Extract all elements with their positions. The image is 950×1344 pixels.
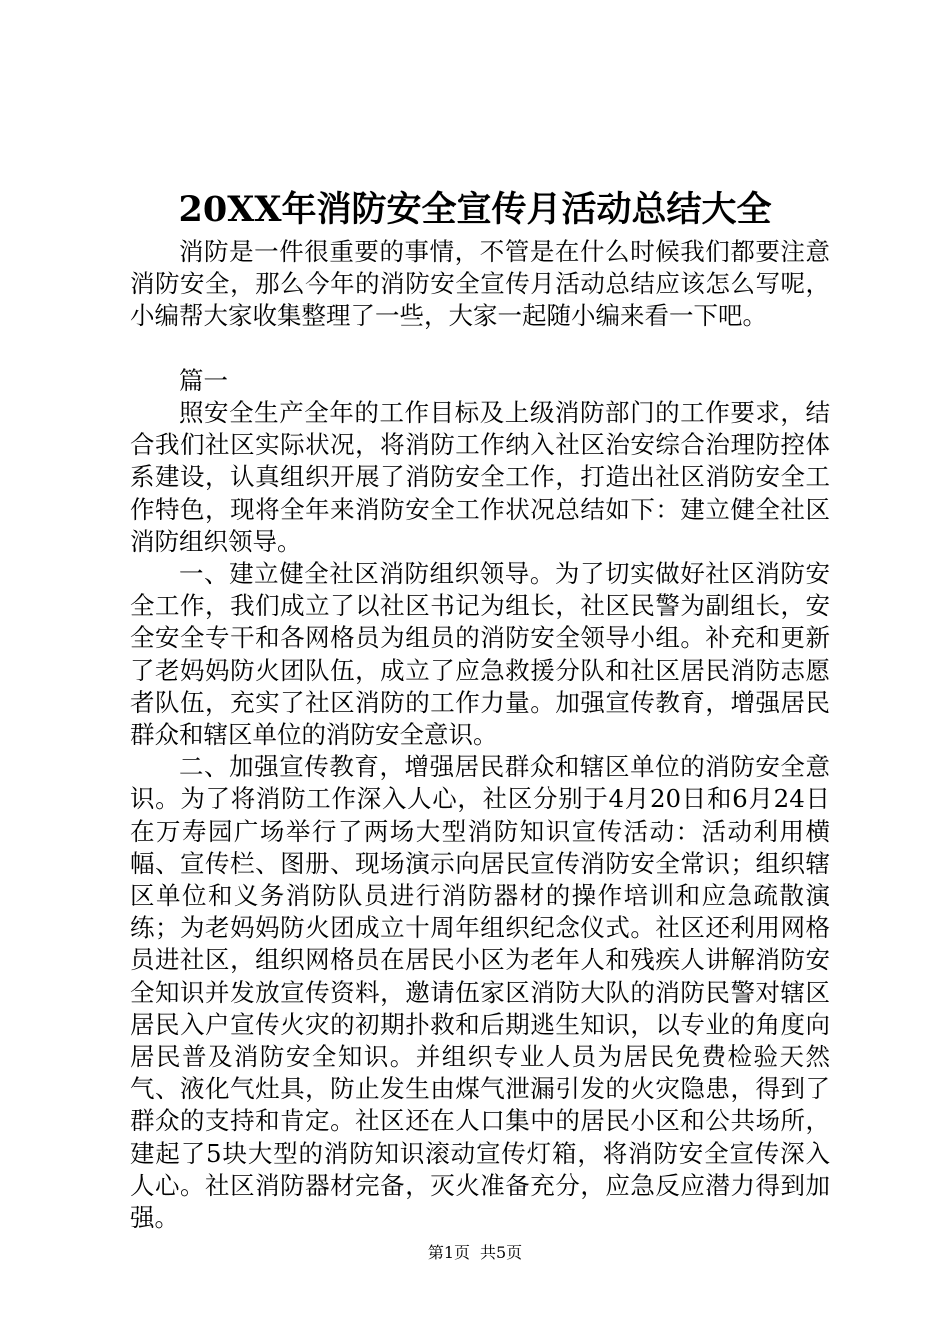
page-number: 第1页 <box>427 1243 470 1262</box>
page-total: 共5页 <box>480 1243 523 1262</box>
document-body <box>130 236 830 1234</box>
paragraph-spacer <box>130 333 830 365</box>
body-paragraph-1: 照安全生产全年的工作目标及上级消防部门的工作要求，结合我们社区实际状况，将消防工作纳入社区治安综合治理防控体系建设，认真组织开展了消防安全工作，打造出社区消防安全工作特色，现将全年来消防安全工作状况总结如下：建立健全社区消防组织领导。 <box>130 398 830 556</box>
page-footer <box>0 1243 950 1263</box>
body-paragraph-2: 一、建立健全社区消防组织领导。为了切实做好社区消防安全工作，我们成立了以社区书记为组长，社区民警为副组长，安全安全专干和各网格员为组员的消防安全领导小组。补充和更新了老妈妈防火团队伍，成立了应急救援分队和社区居民消防志愿者队伍，充实了社区消防的工作力量。加强宣传教育，增强居民群众和辖区单位的消防安全意识。 <box>130 559 830 750</box>
body-paragraph-3: 二、加强宣传教育，增强居民群众和辖区单位的消防安全意识。为了将消防工作深入人心，社区分别于4月20日和6月24日在万寿园广场举行了两场大型消防知识宣传活动：活动利用横幅、宣传栏、图册、现场演示向居民宣传消防安全常识；组织辖区单位和义务消防队员进行消防器材的操作培训和应急疏散演练；为老妈妈防火团成立十周年组织纪念仪式。社区还利用网格员进社区，组织网格员在居民小区为老年人和残疾人讲解消防安全知识并发放宣传资料，邀请伍家区消防大队的消防民警对辖区居民入户宣传火灾的初期扑救和后期逃生知识，以专业的角度向居民普及消防安全知识。并组织专业人员为居民免费检验天然气、液化气灶具，防止发生由煤气泄漏引发的火灾隐患，得到了群众的支持和肯定。社区还在人口集中的居民小区和公共场所，建起了5块大型的消防知识滚动宣传灯箱，将消防安全宣传深入人心。社区消防器材完备，灭火准备充分，应急反应潜力得到加强。 <box>130 752 830 1233</box>
document-title: 20XX年消防安全宣传月活动总结大全 <box>178 189 772 230</box>
intro-paragraph: 消防是一件很重要的事情，不管是在什么时候我们都要注意消防安全，那么今年的消防安全宣传月活动总结应该怎么写呢，小编帮大家收集整理了一些，大家一起随小编来看一下吧。 <box>130 237 830 331</box>
section-label: 篇一 <box>179 365 228 395</box>
